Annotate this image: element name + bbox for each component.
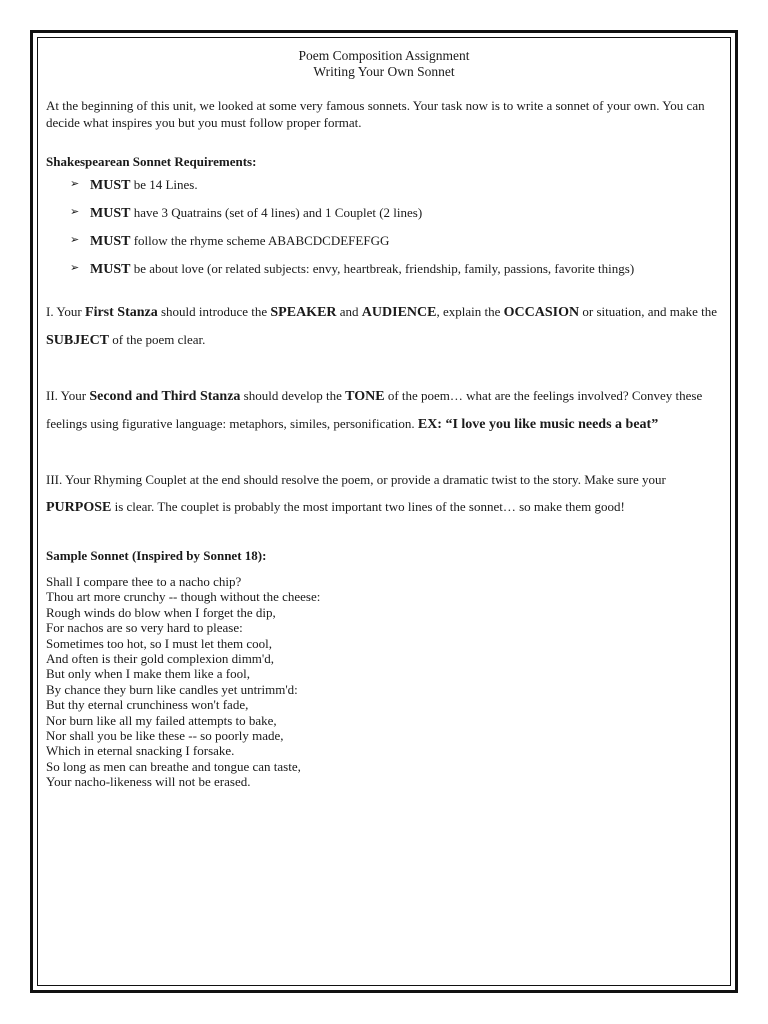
requirement-item <box>46 260 722 278</box>
p2-example: EX: “I love you like music needs a beat” <box>417 417 659 432</box>
sample-sonnet-heading: Sample Sonnet (Inspired by Sonnet 18): <box>46 548 267 563</box>
p3-text: III. Your Rhyming Couplet at the end should resolve the poem, or provide a dramatic twist to the story. Make sure your <box>46 472 666 487</box>
requirement-text: be about love (or related subjects: envy, heartbreak, friendship, family, passions, favorite things) <box>130 261 635 276</box>
p2-bold: TONE <box>345 389 385 404</box>
p1-text: and <box>336 304 362 319</box>
poem-line: Which in eternal snacking I forsake. <box>46 743 235 759</box>
requirements-heading: Shakespearean Sonnet Requirements: <box>46 154 257 169</box>
arrow-bullet-icon: ➢ <box>70 178 80 190</box>
poem-line: But thy eternal crunchiness won't fade, <box>46 697 249 713</box>
poem-line: So long as men can breathe and tongue can taste, <box>46 758 301 774</box>
p1-text: or situation, and make the <box>579 304 718 319</box>
p1-bold: OCCASION <box>503 305 580 320</box>
requirement-item <box>46 204 722 222</box>
poem-line: Sometimes too hot, so I must let them cool, <box>46 635 273 651</box>
first-stanza-paragraph <box>46 298 722 354</box>
p1-text: of the poem clear. <box>109 332 206 347</box>
document-title <box>46 48 722 80</box>
second-third-stanza-paragraph <box>46 382 722 438</box>
requirement-text: have 3 Quatrains (set of 4 lines) and 1 Couplet (2 lines) <box>130 205 423 220</box>
arrow-bullet-icon: ➢ <box>70 206 80 218</box>
poem-line: For nachos are so very hard to please: <box>46 620 243 636</box>
couplet-paragraph <box>46 466 722 521</box>
must-label: MUST <box>90 262 131 277</box>
p2-bold: Second and Third Stanza <box>89 389 241 404</box>
poem-line: By chance they burn like candles yet untrimm'd: <box>46 681 298 697</box>
document-body <box>46 48 722 790</box>
requirement-text: be 14 Lines. <box>130 177 198 192</box>
p1-text: , explain the <box>436 304 504 319</box>
p1-bold: SUBJECT <box>46 333 110 348</box>
must-label: MUST <box>90 234 131 249</box>
poem-line: Nor shall you be like these -- so poorly made, <box>46 728 284 744</box>
p3-bold: PURPOSE <box>46 500 112 515</box>
poem-line: Rough winds do blow when I forget the dip, <box>46 604 276 620</box>
requirement-item <box>46 232 722 250</box>
requirement-item <box>46 176 722 194</box>
p1-text: should introduce the <box>157 304 271 319</box>
requirement-text: follow the rhyme scheme ABABCDCDEFEFGG <box>130 233 390 248</box>
arrow-bullet-icon: ➢ <box>70 234 80 246</box>
poem-line: Nor burn like all my failed attempts to bake, <box>46 712 277 728</box>
must-label: MUST <box>90 178 131 193</box>
p1-bold: AUDIENCE <box>361 305 437 320</box>
poem-line: And often is their gold complexion dimm'd, <box>46 651 275 667</box>
sample-sonnet <box>46 574 722 790</box>
p2-text: of the poem… what are the feelings involved? Convey these feelings using figurative language: metaphors, similes, personification. <box>46 388 703 431</box>
p1-bold: SPEAKER <box>270 305 337 320</box>
must-label: MUST <box>90 206 131 221</box>
p1-bold: First Stanza <box>85 305 158 320</box>
requirements-list <box>46 176 722 278</box>
intro-paragraph: At the beginning of this unit, we looked at some very famous sonnets. Your task now is to write a sonnet of your own. You can decide what inspires you but you must follow proper format. <box>46 98 705 130</box>
poem-line: But only when I make them like a fool, <box>46 666 250 682</box>
poem-line: Shall I compare thee to a nacho chip? <box>46 574 242 589</box>
p3-text: is clear. The couplet is probably the most important two lines of the sonnet… so make them good! <box>111 499 625 514</box>
p2-text: II. Your <box>46 388 90 403</box>
poem-line: Your nacho-likeness will not be erased. <box>46 774 251 790</box>
poem-line: Thou art more crunchy -- though without the cheese: <box>46 589 321 605</box>
p2-text: should develop the <box>240 388 346 403</box>
title-line-2: Writing Your Own Sonnet <box>313 64 455 79</box>
title-line-1: Poem Composition Assignment <box>298 48 470 63</box>
p1-text: I. Your <box>46 304 86 319</box>
arrow-bullet-icon: ➢ <box>70 262 80 274</box>
